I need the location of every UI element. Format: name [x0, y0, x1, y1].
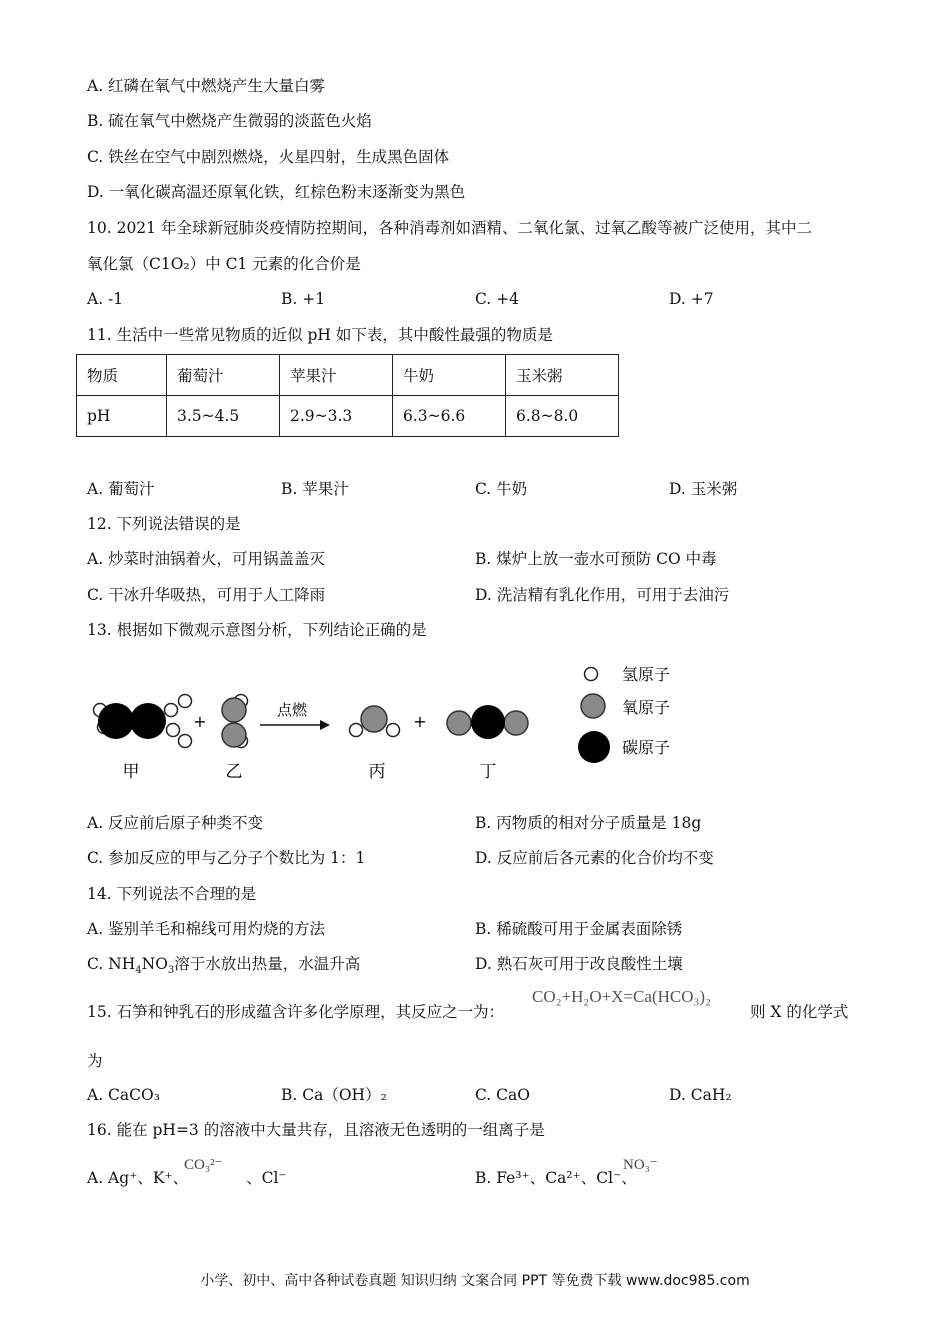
q12-option-a: A. 炒菜时油锅着火，可用锅盖盖灭: [87, 550, 326, 568]
table-row: [77, 396, 619, 437]
q9-option-a: A. 红磷在氧气中燃烧产生大量白雾: [87, 77, 326, 95]
table-cell: 3.5~4.5: [167, 396, 280, 437]
option-c-text: NO: [141, 955, 168, 973]
q11-option-c: C. 牛奶: [475, 480, 528, 498]
arrow-label: 点燃: [276, 701, 308, 719]
q14-option-d: D. 熟石灰可用于改良酸性土壤: [475, 955, 683, 973]
q10-stem-line2: 氧化氯（C1O₂）中 C1 元素的化合价是: [87, 255, 361, 273]
q15-option-a: A. CaCO₃: [87, 1086, 160, 1104]
q9-option-d: D. 一氧化碳高温还原氧化铁，红棕色粉末逐渐变为黑色: [87, 183, 466, 201]
table-cell: 牛奶: [393, 355, 506, 396]
legend-hydrogen: 氢原子: [622, 665, 671, 684]
table-cell: 玉米粥: [506, 355, 619, 396]
option-c-text: C. NH: [87, 955, 136, 973]
q16-option-b: B. Fe³⁺、Ca²⁺、Cl⁻、: [475, 1169, 637, 1187]
table-cell: 物质: [77, 355, 167, 396]
q12-stem: 12. 下列说法错误的是: [87, 515, 241, 533]
q15-stem: 15. 石笋和钟乳石的形成蕴含许多化学原理，其反应之一为：: [87, 1003, 505, 1021]
q14-option-c: [87, 954, 360, 981]
legend-oxygen: 氧原子: [622, 698, 671, 717]
plus-sign: +: [193, 712, 207, 731]
subscript: 3: [167, 965, 175, 977]
ph-table: [76, 354, 619, 437]
molecule-bing: [350, 706, 400, 737]
page-footer: 小学、初中、高中各种试卷真题 知识归纳 文案合同 PPT 等免费下载 www.doc985.com: [200, 1273, 750, 1289]
q10-option-a: A. -1: [87, 290, 124, 308]
q12-option-b: B. 煤炉上放一壶水可预防 CO 中毒: [475, 550, 717, 568]
table-cell: pH: [77, 396, 167, 437]
q10-option-c: C. +4: [475, 290, 520, 308]
q13-option-a: A. 反应前后原子种类不变: [87, 814, 264, 832]
q11-option-a: A. 葡萄汁: [87, 480, 155, 498]
q9-option-b: B. 硫在氧气中燃烧产生微弱的淡蓝色火焰: [87, 112, 372, 130]
q15-option-b: B. Ca（OH）₂: [281, 1086, 387, 1104]
q13-option-b: B. 丙物质的相对分子质量是 18g: [475, 814, 702, 832]
q12-option-d: D. 洗洁精有乳化作用，可用于去油污: [475, 586, 730, 604]
q9-option-c: C. 铁丝在空气中剧烈燃烧，火星四射，生成黑色固体: [87, 148, 450, 166]
q11-stem: 11. 生活中一些常见物质的近似 pH 如下表，其中酸性最强的物质是: [87, 326, 553, 344]
label-bing: 丙: [368, 762, 386, 782]
carbon-atom-icon: [578, 731, 610, 763]
molecule-ding: [447, 705, 528, 739]
carbonate-ion: CO₃²⁻: [184, 1157, 223, 1173]
q12-option-c: C. 干冰升华吸热，可用于人工降雨: [87, 586, 326, 604]
nitrate-ion: NO₃⁻: [623, 1157, 658, 1173]
option-a-tail: 、Cl⁻: [246, 1169, 287, 1187]
q13-option-c: C. 参加反应的甲与乙分子个数比为 1：1: [87, 849, 366, 867]
label-yi: 乙: [225, 762, 243, 782]
q11-option-b: B. 苹果汁: [281, 480, 349, 498]
label-jia: 甲: [122, 762, 140, 782]
q14-option-b: B. 稀硫酸可用于金属表面除锈: [475, 920, 683, 938]
q15-stem-tail: 则 X 的化学式: [750, 1003, 849, 1021]
q15-stem-line2: 为: [87, 1052, 103, 1070]
option-c-text: 溶于水放出热量，水温升高: [174, 955, 361, 973]
table-header-row: [77, 355, 619, 396]
q10-option-b: B. +1: [281, 290, 326, 308]
option-a-text: A. Ag⁺、K⁺、: [87, 1169, 189, 1187]
label-ding: 丁: [479, 762, 497, 782]
arrow-head-icon: [320, 720, 330, 730]
q16-stem: 16. 能在 pH=3 的溶液中大量共存，且溶液无色透明的一组离子是: [87, 1121, 545, 1139]
q13-option-d: D. 反应前后各元素的化合价均不变: [475, 849, 714, 867]
table-cell: 2.9~3.3: [280, 396, 393, 437]
q10-option-d: D. +7: [669, 290, 714, 308]
q15-option-d: D. CaH₂: [669, 1086, 732, 1104]
plus-sign: +: [413, 712, 427, 731]
molecule-yi: [222, 698, 246, 747]
table-cell: 6.8~8.0: [506, 396, 619, 437]
hydrogen-atom-icon: [585, 668, 598, 681]
subscript: 4: [135, 965, 142, 977]
table-cell: 6.3~6.6: [393, 396, 506, 437]
legend-carbon: 碳原子: [622, 738, 671, 757]
legend: [578, 665, 670, 763]
reaction-diagram: [80, 655, 700, 795]
table-cell: 苹果汁: [280, 355, 393, 396]
q10-stem-line1: 10. 2021 年全球新冠肺炎疫情防控期间，各种消毒剂如酒精、二氧化氯、过氧乙酸等被广泛使用，其中二: [87, 219, 812, 237]
q13-stem: 13. 根据如下微观示意图分析，下列结论正确的是: [87, 621, 427, 639]
q15-option-c: C. CaO: [475, 1086, 530, 1104]
oxygen-atom-icon: [581, 694, 605, 718]
q15-formula: CO₂+H₂O+X=Ca(HCO₃)₂: [532, 987, 712, 1006]
q14-option-a: A. 鉴别羊毛和棉线可用灼烧的方法: [87, 920, 326, 938]
q11-option-d: D. 玉米粥: [669, 480, 738, 498]
q14-stem: 14. 下列说法不合理的是: [87, 885, 257, 903]
table-cell: 葡萄汁: [167, 355, 280, 396]
